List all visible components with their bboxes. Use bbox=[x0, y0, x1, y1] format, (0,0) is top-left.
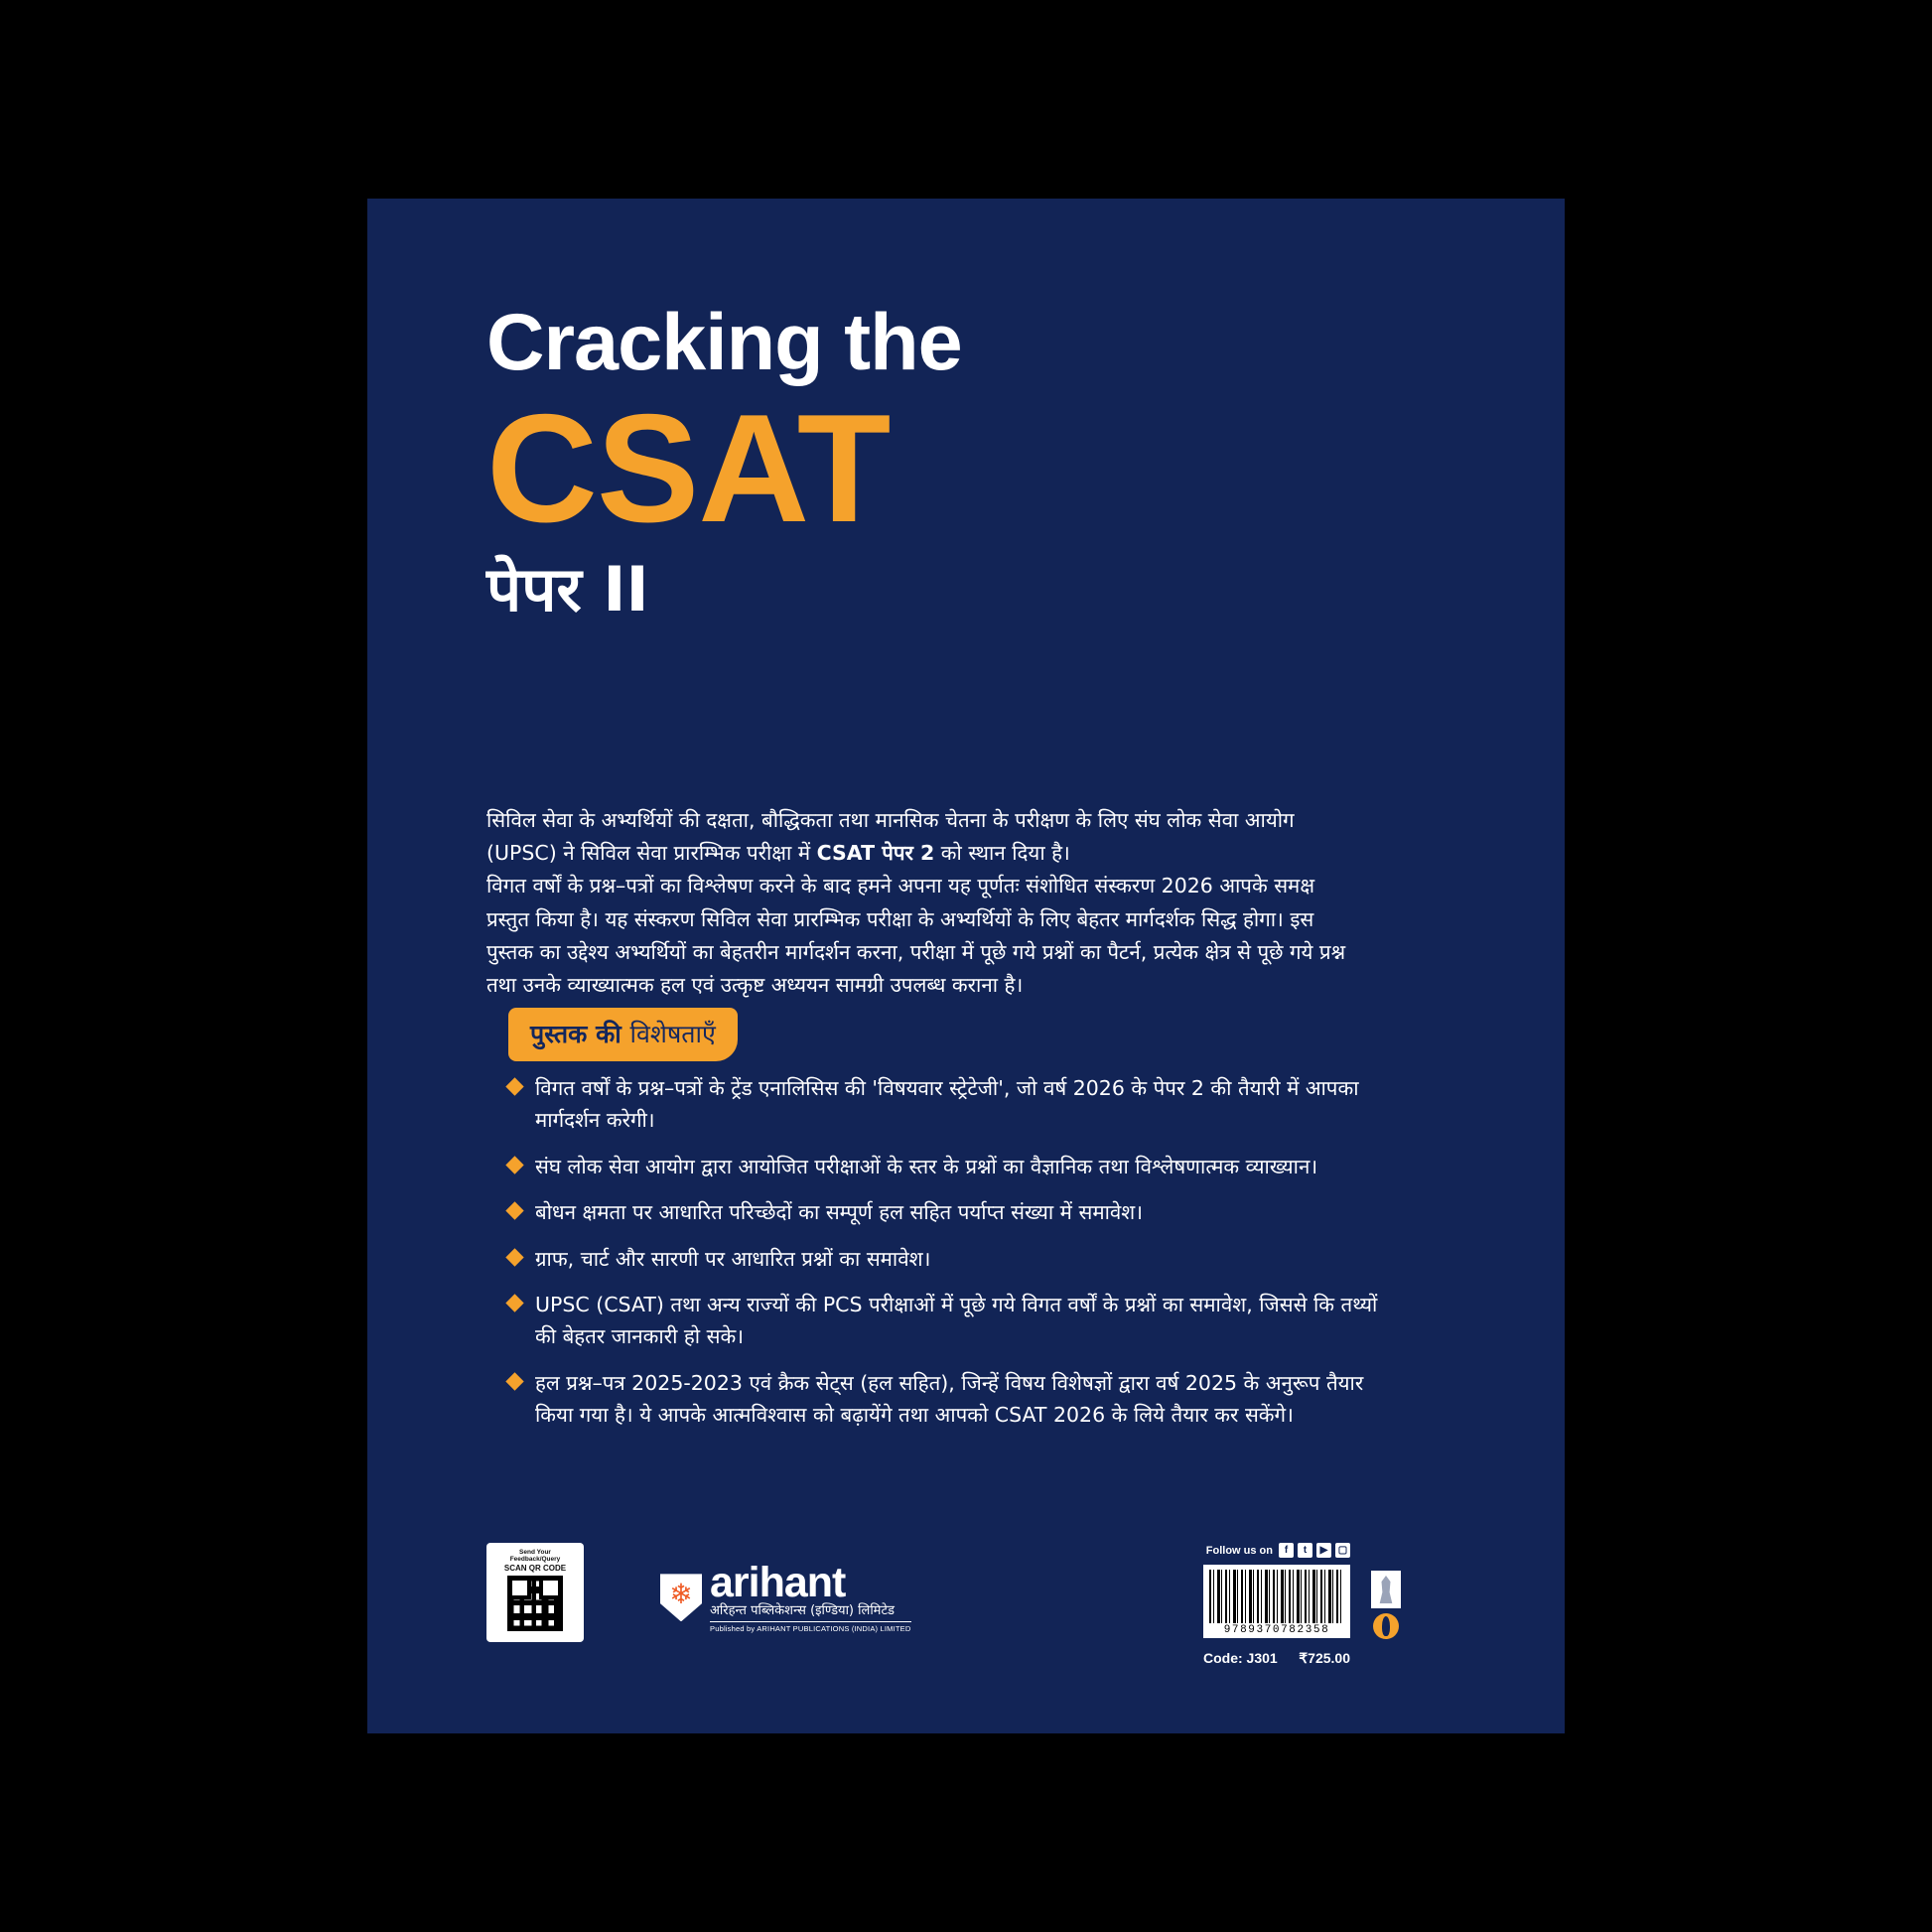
youtube-icon[interactable]: ▶ bbox=[1316, 1543, 1331, 1558]
facebook-icon[interactable]: f bbox=[1279, 1543, 1294, 1558]
cover-footer bbox=[486, 1543, 1446, 1672]
page-title-line2: CSAT bbox=[486, 382, 891, 554]
shield-icon bbox=[660, 1574, 702, 1621]
barcode-number: 9789370782358 bbox=[1223, 1624, 1330, 1636]
follow-label: Follow us on bbox=[1205, 1544, 1273, 1557]
qr-feedback-label: Send Your Feedback/Query bbox=[509, 1549, 561, 1564]
social-follow bbox=[1206, 1543, 1350, 1558]
intro-paragraphs bbox=[486, 804, 1360, 1002]
cover-content bbox=[486, 199, 1446, 1733]
book-price: ₹725.00 bbox=[1299, 1650, 1350, 1666]
publisher-text bbox=[710, 1559, 911, 1633]
diamond-bullet-icon bbox=[505, 1372, 523, 1390]
intro-paragraph-1 bbox=[486, 804, 1360, 870]
emblem-icon bbox=[1371, 1571, 1401, 1608]
publisher-name: arihant bbox=[710, 1559, 846, 1606]
list-item bbox=[508, 1289, 1402, 1353]
instagram-icon[interactable]: ▢ bbox=[1335, 1543, 1350, 1558]
intro-paragraph-2: विगत वर्षों के प्रश्न–पत्रों का विश्लेषण करने के बाद हमने अपना यह पूर्णतः संशोधित संस्करण 2026 आपके समक्ष प्रस्तुत किया है। यह संस्करण सिविल सेवा प्रारम्भिक परीक्षा के अभ्यर्थियों के लिए बेहतर मार्गदर्शक सिद्ध होगा। इस पुस्तक का उद्देश्य अभ्यर्थियों का बेहतरीन मार्गदर्शन करना, परीक्षा में पूछे गये प्रश्नों का पैटर्न, प्रत्येक क्षेत्र से पूछे गये प्रश्न तथा उनके व्याख्यात्मक हल एवं उत्कृष्ट अध्ययन सामग्री उपलब्ध कराना है। bbox=[486, 874, 1346, 998]
features-badge-bold: पुस्तक की bbox=[530, 1020, 630, 1048]
flame-icon bbox=[1373, 1613, 1399, 1639]
diamond-bullet-icon bbox=[505, 1201, 523, 1219]
list-item bbox=[508, 1072, 1402, 1137]
diamond-bullet-icon bbox=[505, 1156, 523, 1173]
qr-code-card[interactable] bbox=[486, 1543, 584, 1642]
barcode bbox=[1203, 1565, 1350, 1638]
diamond-bullet-icon bbox=[505, 1294, 523, 1311]
list-item bbox=[508, 1151, 1402, 1182]
book-back-cover bbox=[367, 199, 1565, 1733]
flower-icon: ❄ bbox=[669, 1579, 693, 1610]
publisher-name-english: Published by ARIHANT PUBLICATIONS (INDIA) LIMITED bbox=[710, 1621, 911, 1633]
features-badge bbox=[508, 1008, 738, 1061]
page-title-line1: Cracking the bbox=[486, 298, 962, 387]
twitter-icon[interactable]: t bbox=[1298, 1543, 1312, 1558]
features-badge-light: विशेषताएँ bbox=[629, 1020, 716, 1048]
title-block bbox=[486, 298, 1446, 625]
book-code: Code: J301 bbox=[1203, 1650, 1278, 1666]
certification-marks bbox=[1366, 1571, 1406, 1639]
qr-code-icon[interactable] bbox=[507, 1576, 563, 1631]
feature-text: हल प्रश्न–पत्र 2025-2023 एवं क्रैक सेट्स (हल सहित), जिन्हें विषय विशेषज्ञों द्वारा वर्ष 2025 के अनुरूप तैयार किया गया है। ये आपके आत्मविश्वास को बढ़ायेंगे तथा आपको CSAT 2026 के लिये तैयार कर सकेंगे। bbox=[535, 1370, 1364, 1427]
code-price-row bbox=[1203, 1650, 1350, 1667]
publisher-name-hindi: अरिहन्त पब्लिकेशन्स (इण्डिया) लिमिटेड bbox=[710, 1602, 895, 1618]
diamond-bullet-icon bbox=[505, 1077, 523, 1095]
qr-scan-label: SCAN QR CODE bbox=[503, 1563, 567, 1573]
feature-text: संघ लोक सेवा आयोग द्वारा आयोजित परीक्षाओं के स्तर के प्रश्नों का वैज्ञानिक तथा विश्लेषणात्मक व्याख्यान। bbox=[535, 1154, 1318, 1178]
list-item bbox=[508, 1367, 1402, 1432]
features-list bbox=[508, 1072, 1402, 1445]
feature-text: ग्राफ, चार्ट और सारणी पर आधारित प्रश्नों का समावेश। bbox=[535, 1246, 931, 1271]
feature-text: विगत वर्षों के प्रश्न–पत्रों के ट्रेंड एनालिसिस की 'विषयवार स्ट्रेटेजी', जो वर्ष 2026 के पेपर 2 की तैयारी में आपका मार्गदर्शन करेगी। bbox=[535, 1076, 1359, 1133]
feature-text: बोधन क्षमता पर आधारित परिच्छेदों का सम्पूर्ण हल सहित पर्याप्त संख्या में समावेश। bbox=[535, 1200, 1143, 1225]
publisher-logo bbox=[660, 1559, 911, 1633]
page-title-line3: पेपर II bbox=[486, 553, 649, 625]
list-item bbox=[508, 1196, 1402, 1228]
intro-p1-bold: CSAT पेपर 2 bbox=[816, 841, 935, 866]
list-item bbox=[508, 1243, 1402, 1275]
intro-p1-after: को स्थान दिया है। bbox=[934, 841, 1070, 866]
intro-p1-before: सिविल सेवा के अभ्यर्थियों की दक्षता, बौद्धिकता तथा मानसिक चेतना के परीक्षण के लिए संघ लोक सेवा आयोग (UPSC) ने सिविल सेवा प्रारम्भिक परीक्षा में bbox=[486, 808, 1295, 866]
diamond-bullet-icon bbox=[505, 1248, 523, 1266]
barcode-bars bbox=[1209, 1570, 1344, 1623]
feature-text: UPSC (CSAT) तथा अन्य राज्यों की PCS परीक्षाओं में पूछे गये विगत वर्षों के प्रश्नों का समावेश, जिससे कि तथ्यों की बेहतर जानकारी हो सके। bbox=[535, 1292, 1378, 1349]
